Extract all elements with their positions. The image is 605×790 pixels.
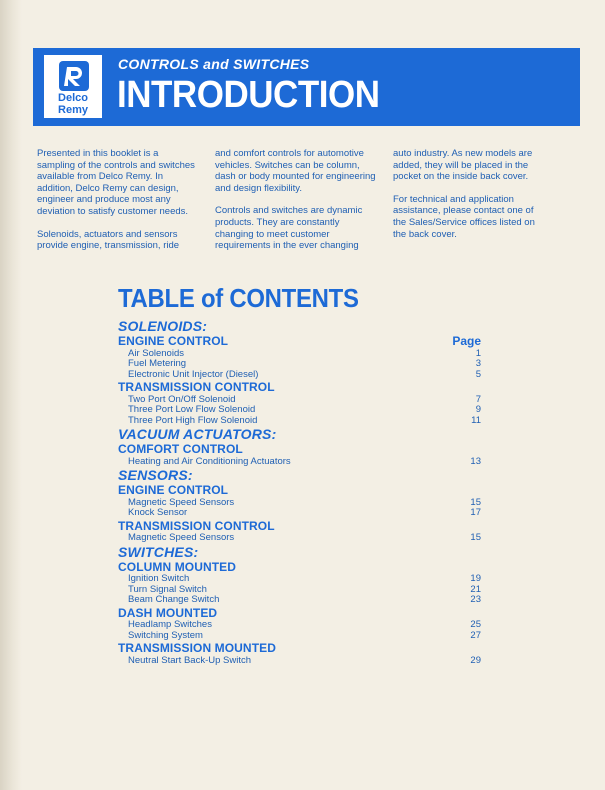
toc-subsection-heading: ENGINE CONTROL <box>118 483 229 497</box>
toc-subsection-heading: DASH MOUNTED <box>118 605 218 620</box>
toc-entry-label: Knock Sensor <box>128 507 188 518</box>
intro-paragraph: For technical and application assistance, please contact one of the Sales/Service offices listed on the back cover. <box>393 193 535 240</box>
toc-subsection-heading: COLUMN MOUNTED <box>118 559 237 574</box>
intro-paragraph: Solenoids, actuators and sensors provide engine, transmission, ride <box>37 228 180 252</box>
logo-text-line2: Remy <box>58 104 88 116</box>
toc-entry-label: Neutral Start Back-Up Switch <box>128 654 252 666</box>
header-kicker: CONTROLS and SWITCHES <box>118 56 310 72</box>
toc-section-heading: SOLENOIDS: <box>118 318 208 334</box>
page-edge-shadow <box>0 0 22 790</box>
toc-entry-label: Magnetic Speed Sensors <box>128 496 235 508</box>
toc-entry-label: Beam Change Switch <box>128 594 220 605</box>
toc-entry-label: Two Port On/Off Solenoid <box>128 393 236 405</box>
toc-entry-page: 23 <box>470 594 481 605</box>
toc-title: TABLE of CONTENTS <box>118 283 359 313</box>
toc-entry-page: 7 <box>475 393 481 405</box>
toc-subsection-heading: COMFORT CONTROL <box>118 442 243 456</box>
toc-entry-label: Headlamp Switches <box>128 619 212 630</box>
toc-subsection-heading: TRANSMISSION MOUNTED <box>118 641 276 655</box>
toc-entry-label: Air Solenoids <box>128 347 184 359</box>
toc-entry-page: 25 <box>470 619 481 630</box>
toc-entry-page: 17 <box>470 507 481 518</box>
toc-entry-page: 21 <box>470 583 481 595</box>
intro-paragraph: Presented in this booklet is a sampling of the controls and switches available from Delco Remy. In addition, Delco Remy can design, engineer and produce most any deviation to satisfy customer needs. <box>37 148 195 217</box>
intro-paragraph: auto industry. As new models are added, they will be placed in the pocket on the inside back cover. <box>393 148 533 183</box>
toc-entry-label: Fuel Metering <box>128 358 187 369</box>
intro-paragraph: Controls and switches are dynamic products. They are constantly changing to meet customer requirements in the ever changing <box>215 205 363 252</box>
toc-entry-page: 15 <box>470 532 481 543</box>
toc-entry-page: 11 <box>471 414 481 426</box>
toc-entry-page: 1 <box>475 347 481 359</box>
toc-entry-page: 27 <box>470 629 481 641</box>
toc-entry-label: Three Port Low Flow Solenoid <box>128 404 256 415</box>
toc-section-heading: SWITCHES: <box>118 543 199 560</box>
toc-entry-label: Three Port High Flow Solenoid <box>128 414 258 426</box>
intro-column-2 <box>215 148 377 263</box>
toc-entry-page: 9 <box>475 404 481 415</box>
toc-subsection-heading: TRANSMISSION CONTROL <box>118 380 275 394</box>
toc-entry-label: Magnetic Speed Sensors <box>128 532 235 543</box>
logo-text-line1: Delco <box>58 92 88 104</box>
logo-emblem-icon <box>58 60 90 92</box>
toc-entry-label: Switching System <box>128 629 203 641</box>
toc-entry-label: Ignition Switch <box>128 573 190 584</box>
delco-remy-logo <box>42 53 104 120</box>
toc-subsection-heading: TRANSMISSION CONTROL <box>118 518 275 533</box>
toc-entry-label: Turn Signal Switch <box>128 583 207 595</box>
toc-page-column-header: Page <box>452 334 481 348</box>
toc-entry-label: Heating and Air Conditioning Actuators <box>128 455 291 467</box>
toc-entry-page: 29 <box>470 654 481 666</box>
toc-section-heading: VACUUM ACTUATORS: <box>118 426 277 442</box>
toc-entry-page: 5 <box>475 368 481 380</box>
toc-entry-page: 13 <box>470 455 481 467</box>
toc-entry-page: 15 <box>470 496 481 508</box>
intro-column-1 <box>37 148 199 263</box>
intro-paragraph: and comfort controls for automotive vehicles. Switches can be column, dash or body mounted for engineering and design flexibility. <box>215 148 376 194</box>
toc-section-heading: SENSORS: <box>118 467 193 483</box>
toc-subsection-heading: ENGINE CONTROL <box>118 334 229 348</box>
toc-entry-label: Electronic Unit Injector (Diesel) <box>128 368 259 380</box>
toc-entry-page: 19 <box>470 573 481 584</box>
toc-entry-page: 3 <box>475 358 481 369</box>
intro-column-3 <box>393 148 548 251</box>
page-title: INTRODUCTION <box>117 74 380 116</box>
